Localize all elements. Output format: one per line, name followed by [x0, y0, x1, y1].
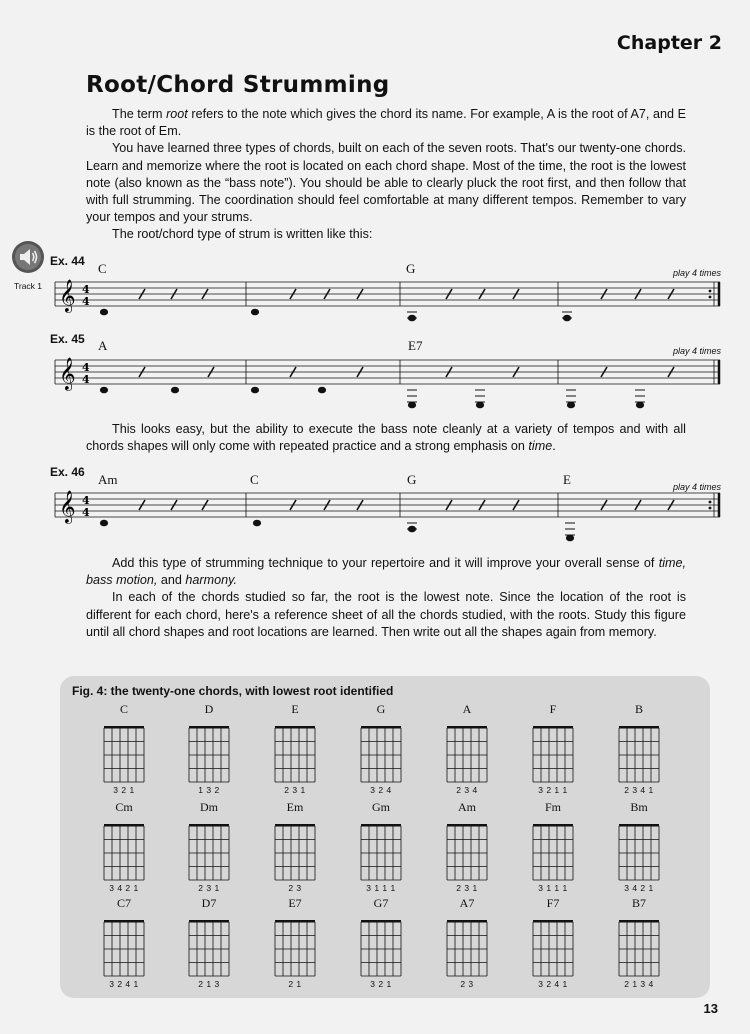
chord-diagram: [177, 800, 241, 896]
chord-diagram: [263, 702, 327, 798]
chord-diagram: [177, 896, 241, 992]
chord-name: Am: [458, 800, 476, 814]
finger-numbers: 2 3 4 1: [624, 785, 654, 795]
fretboard-grid: [521, 814, 585, 882]
middle-paragraph: This looks easy, but the ability to execute the bass note cleanly at a variety of tempos and with all chords shapes will only come with repeated practice and a strong emphasis on time.: [86, 422, 686, 454]
music-staff: [50, 489, 725, 549]
middle-text: [86, 421, 686, 455]
chord-label: G: [406, 261, 416, 276]
fretboard-grid: [607, 716, 671, 784]
chord-name: G: [376, 702, 386, 716]
chord-label: E7: [408, 338, 423, 353]
example-45: [50, 332, 725, 417]
finger-numbers: 2 3 4: [456, 785, 478, 795]
chord-diagram: [177, 702, 241, 798]
fretboard-grid: [607, 910, 671, 978]
finger-numbers: 3 2 4 1: [538, 979, 568, 989]
fretboard-grid: [263, 910, 327, 978]
repeat-instruction: play 4 times: [672, 346, 721, 356]
chord-name: B7: [631, 896, 646, 910]
chord-diagram: [607, 800, 671, 896]
bottom-text: [86, 555, 686, 641]
chord-label: C: [98, 261, 107, 276]
chord-name: F7: [546, 896, 560, 910]
chord-reference-figure: [60, 676, 710, 998]
finger-numbers: 2 1: [288, 979, 302, 989]
fretboard-grid: [435, 910, 499, 978]
finger-numbers: 2 1 3: [198, 979, 220, 989]
figure-title: Fig. 4: the twenty-one chords, with lowest root identified: [72, 684, 394, 698]
finger-numbers: 3 2 1: [113, 785, 135, 795]
chord-name: E: [291, 702, 299, 716]
svg-text:𝄞: 𝄞: [59, 490, 76, 523]
fretboard-grid: [349, 910, 413, 978]
svg-text:4: 4: [82, 506, 90, 519]
chord-name: A7: [459, 896, 475, 910]
svg-text:4: 4: [82, 494, 90, 507]
chord-name: Dm: [200, 800, 218, 814]
svg-text:4: 4: [82, 283, 90, 296]
fretboard-grid: [177, 716, 241, 784]
chord-diagram: [349, 800, 413, 896]
chord-name: D7: [201, 896, 217, 910]
audio-track[interactable]: [8, 240, 48, 291]
repeat-instruction: play 4 times: [672, 268, 721, 278]
example-46: [50, 465, 725, 550]
fretboard-grid: [92, 910, 156, 978]
chord-diagram: [92, 896, 156, 992]
chord-diagram: [435, 800, 499, 896]
svg-text:4: 4: [82, 295, 90, 308]
music-staff: [50, 278, 725, 338]
page-title: Root/Chord Strumming: [86, 72, 390, 98]
chord-name: C7: [116, 896, 131, 910]
finger-numbers: 3 1 1 1: [538, 883, 568, 893]
chord-label: A: [98, 338, 108, 353]
svg-text:𝄞: 𝄞: [59, 279, 76, 312]
finger-numbers: 2 3 1: [284, 785, 306, 795]
chord-name: F: [549, 702, 557, 716]
finger-numbers: 1 3 2: [198, 785, 220, 795]
track-label: Track 1: [13, 281, 43, 291]
bottom-paragraph-1: Add this type of strumming technique to your repertoire and it will improve your overall sense of time, bass motion, and harmony.: [86, 556, 686, 588]
finger-numbers: 3 1 1 1: [366, 883, 396, 893]
fretboard-grid: [92, 716, 156, 784]
chord-label: G: [407, 472, 417, 487]
fretboard-grid: [521, 716, 585, 784]
finger-numbers: 3 2 4 1: [109, 979, 139, 989]
chord-diagram: [435, 896, 499, 992]
chord-name: G7: [373, 896, 389, 910]
finger-numbers: 2 3 1: [198, 883, 220, 893]
chord-diagram: [349, 702, 413, 798]
chord-label: C: [250, 472, 259, 487]
chord-diagram: [607, 896, 671, 992]
chord-diagram: [263, 800, 327, 896]
example-label: Ex. 45: [50, 332, 85, 346]
chord-name: B: [634, 702, 643, 716]
bottom-paragraph-2: In each of the chords studied so far, the root is the lowest note. Since the location of the root is different for each chord, here's a reference sheet of all the chords studied, with the roots. Study this figure until all chord shapes and root locations are learned. Then write out all the shapes again from memory.: [86, 590, 686, 639]
finger-numbers: 2 3: [288, 883, 302, 893]
fretboard-grid: [435, 814, 499, 882]
intro-paragraph-1: The term root refers to the note which gives the chord its name. For example, A is the root of A7, and E is the root of Em.: [86, 107, 686, 139]
intro-paragraph-3: The root/chord type of strum is written like this:: [112, 227, 373, 242]
repeat-instruction: play 4 times: [672, 482, 721, 492]
intro-text: [86, 106, 686, 244]
finger-numbers: 3 2 1: [370, 979, 392, 989]
fretboard-grid: [521, 910, 585, 978]
finger-numbers: 3 2 1 1: [538, 785, 568, 795]
example-label: Ex. 44: [50, 254, 85, 268]
chord-diagram: [92, 702, 156, 798]
finger-numbers: 2 3: [460, 979, 474, 989]
chord-name: C: [119, 702, 128, 716]
fretboard-grid: [349, 814, 413, 882]
example-44: [50, 254, 725, 339]
fretboard-grid: [607, 814, 671, 882]
chapter-heading: Chapter 2: [616, 32, 722, 54]
fretboard-grid: [263, 716, 327, 784]
chord-diagram: [521, 800, 585, 896]
finger-numbers: 2 1 3 4: [624, 979, 654, 989]
speaker-icon[interactable]: [11, 240, 45, 274]
chord-diagram: [521, 702, 585, 798]
chord-diagram: [349, 896, 413, 992]
page-number: 13: [703, 1001, 718, 1016]
fretboard-grid: [263, 814, 327, 882]
svg-text:4: 4: [82, 361, 90, 374]
svg-text:𝄞: 𝄞: [59, 357, 76, 390]
chord-diagram: [607, 702, 671, 798]
fretboard-grid: [349, 716, 413, 784]
fretboard-grid: [177, 814, 241, 882]
chord-name: E7: [288, 896, 302, 910]
chord-diagram: [263, 896, 327, 992]
example-label: Ex. 46: [50, 465, 85, 479]
chord-name: D: [204, 702, 214, 716]
chord-name: Gm: [372, 800, 390, 814]
chord-diagram: [521, 896, 585, 992]
finger-numbers: 3 4 2 1: [109, 883, 139, 893]
chord-name: Em: [286, 800, 304, 814]
chord-diagram: [435, 702, 499, 798]
chord-label: Am: [98, 472, 118, 487]
finger-numbers: 3 2 4: [370, 785, 392, 795]
fretboard-grid: [177, 910, 241, 978]
chord-name: Fm: [544, 800, 561, 814]
chord-diagram: [92, 800, 156, 896]
chord-name: Cm: [115, 800, 133, 814]
intro-paragraph-2: You have learned three types of chords, built on each of the seven roots. That's our twenty-one chords. Learn and memorize where the root is located on each chord shape. Most of the time, the root is the lowest note (also known as the “bass note”). You should be able to clearly pluck the root first, and then follow that with full strumming. The coordination should feel comfortable at many different tempos. Remember to vary your tempos and your strums.: [86, 141, 686, 225]
chord-name: A: [462, 702, 472, 716]
fretboard-grid: [435, 716, 499, 784]
music-staff: [50, 356, 725, 416]
finger-numbers: 3 4 2 1: [624, 883, 654, 893]
finger-numbers: 2 3 1: [456, 883, 478, 893]
chord-label: E: [563, 472, 571, 487]
fretboard-grid: [92, 814, 156, 882]
chord-name: Bm: [630, 800, 648, 814]
svg-text:4: 4: [82, 373, 90, 386]
